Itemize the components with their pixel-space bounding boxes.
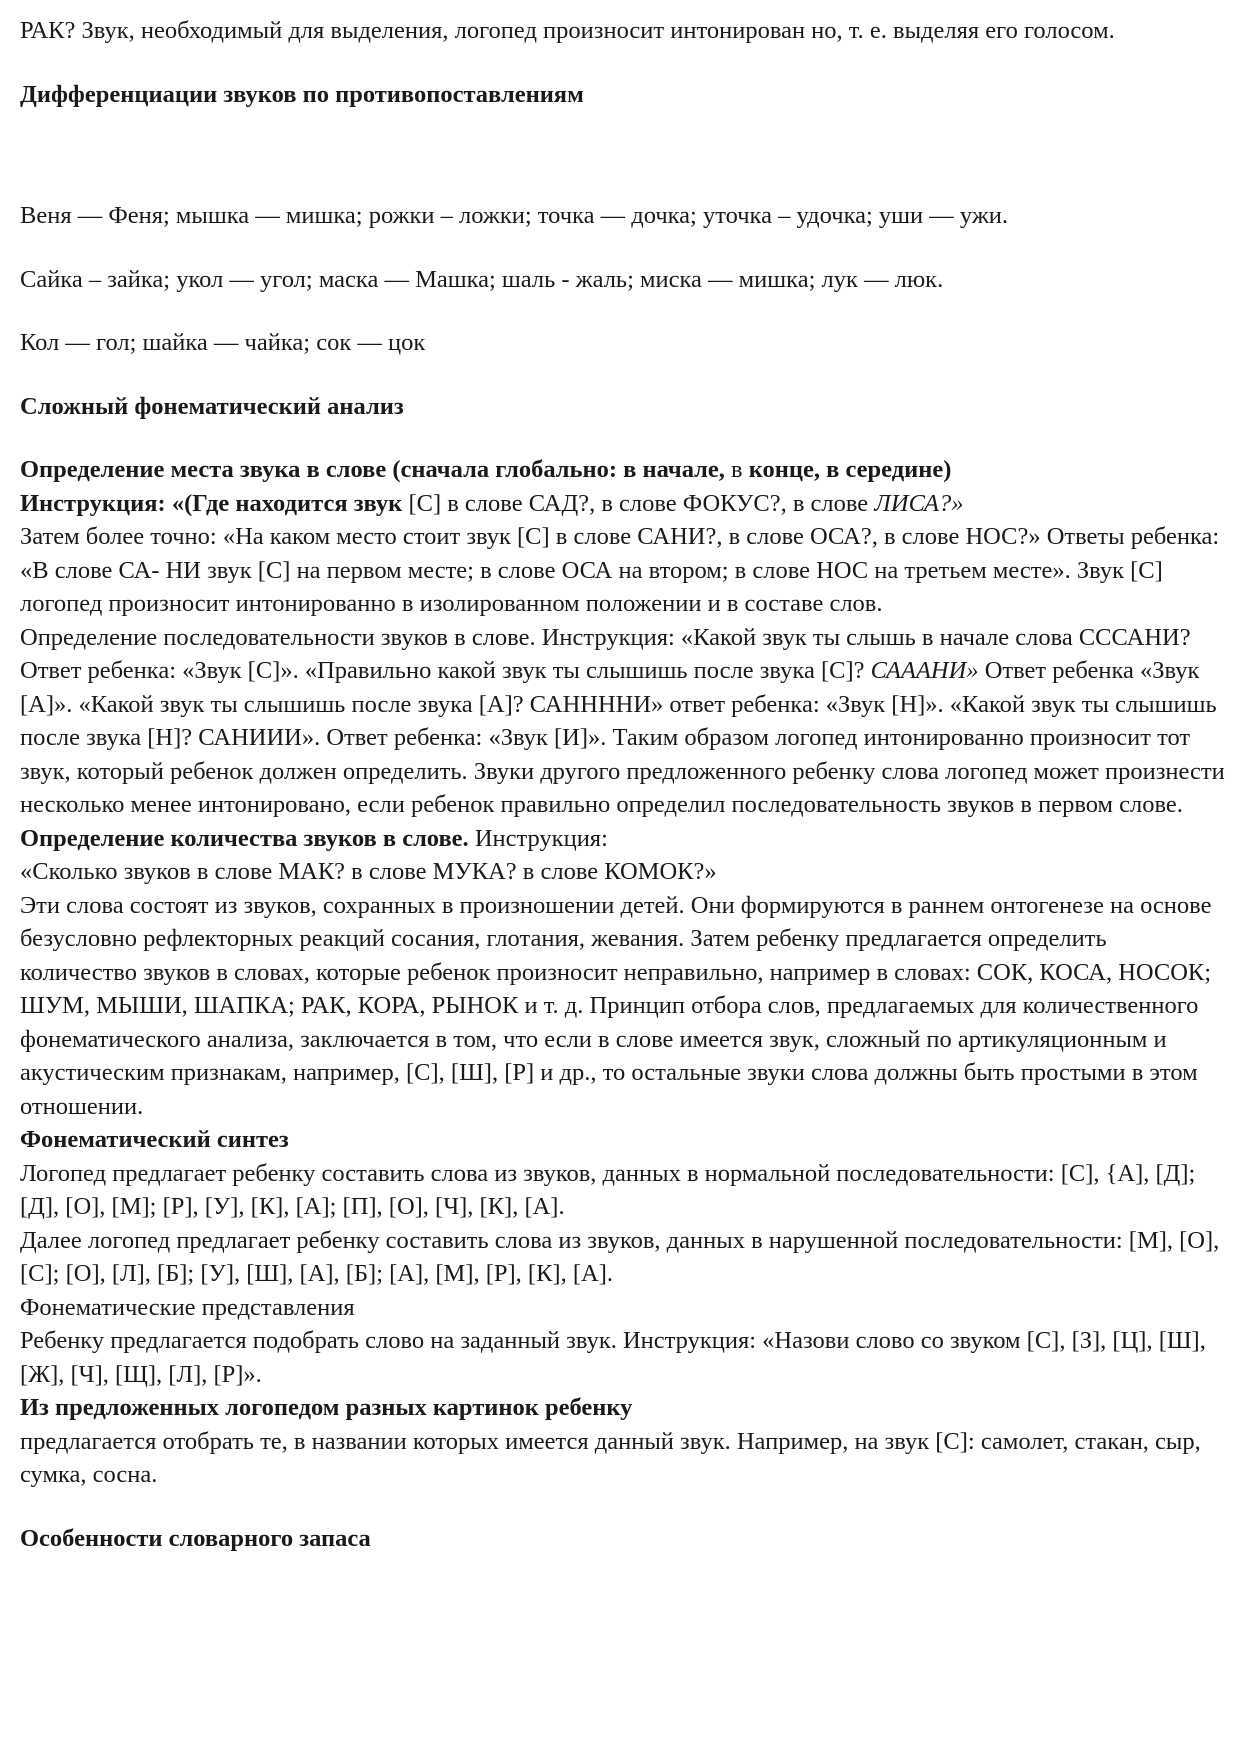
place-paragraph: Затем более точно: «На каком место стоит звук [С] в слове САНИ?, в слове ОСА?, в слове НОС?» Ответы ребенка: «В слове СА- НИ звук [С] на первом месте; в слове ОСА на втором; в слове НОС на третьем месте». Звук [С] логопед произносит интонированно в изолированном положении и в составе слов. (20, 523, 1220, 617)
intro-paragraph: РАК? Звук, необходимый для выделения, логопед произносит интонирован но, т. е. выделяя его голосом. (20, 17, 1115, 44)
differentiation-heading: Дифференциации звуков по противопоставлениям (20, 80, 584, 108)
count-explanation: Эти слова состоят из звуков, сохранных в произношении детей. Они формируются в раннем онтогенезе на основе безусловно рефлекторных реакций сосания, глотания, жевания. Затем ребенку предлагается определить количество звуков в словах, которые ребенок произносит неправильно, например в словах: СОК, КОСА, НОСОК; ШУМ, МЫШИ, ШАПКА; РАК, КОРА, РЫНОК и т. д. Принцип отбора слов, предлагаемых для количественного фонематического анализа, заключается в том, что если в слове имеется звук, сложный по артикуляционным и акустическим признакам, например, [С], [Ш], [Р] и др., то остальные звуки слова должны быть простыми в этом отношении. (20, 891, 1212, 1120)
count-question: «Сколько звуков в слове МАК? в слове МУКА? в слове КОМОК?» (20, 858, 717, 885)
sequence-part-2: Ответ ребенка «Звук [А]». «Какой звук ты слышишь после звука [А]? САННННИ» ответ ребенка: «Звук [Н]». «Какой звук ты слышишь после звука [Н]? САНИИИ». Ответ ребенка: «Звук [И]». Таким образом логопед интонированно произносит тот звук, который ребенок должен определить. Звуки другого предложенного ребенку слова логопед может произнести несколько менее интонировано, если ребенок правильно определил последовательность звуков в первом слове. (20, 657, 1225, 818)
place-heading-end: конце, в середине) (748, 456, 952, 483)
representations-bold-line: Из предложенных логопедом разных картинок ребенку (20, 1394, 633, 1421)
place-heading-v: в (724, 456, 749, 483)
pair-line-2: Сайка – зайка; укол — угол; маска — Машка; шаль - жаль; миска — мишка; лук — люк. (20, 265, 944, 293)
place-instruction-text: [С] в слове САД?, в слове ФОКУС?, в слове (402, 489, 875, 517)
count-heading (20, 822, 1225, 856)
sequence-part-1: Определение последовательности звуков в слове. Инструкция: «Какой звук ты слышь в начале слова СССАНИ? Ответ ребенка: «Звук [С]». «Правильно какой звук ты слышишь после звука [С]? (20, 623, 1191, 684)
complex-analysis-heading: Сложный фонематический анализ (20, 392, 404, 420)
place-heading-bold: Определение места звука в слове (сначала глобально: в начале, (20, 456, 725, 483)
place-instruction (20, 487, 1225, 521)
representations-paragraph-1: Ребенку предлагается подобрать слово на заданный звук. Инструкция: «Назови слово со звуком [С], [З], [Ц], [Ш], [Ж], [Ч], [Щ], [Л], [Р]». (20, 1327, 1206, 1388)
pair-line-1: Веня — Феня; мышка — мишка; рожки – ложки; точка — дочка; уточка – удочка; уши — ужи. (20, 202, 1008, 229)
vocabulary-heading: Особенности словарного запаса (20, 1524, 371, 1552)
synthesis-paragraph-1: Логопед предлагает ребенку составить слова из звуков, данных в нормальной последовательности: [С], {А], [Д]; [Д], [О], [М]; [Р], [У], [К], [А]; [П], [О], [Ч], [К], [А]. (20, 1159, 1196, 1220)
place-instruction-italic: ЛИСА?» (874, 489, 964, 517)
pair-line-3: Кол — гол; шайка — чайка; сок — цок (20, 329, 426, 356)
count-heading-bold: Определение количества звуков в слове. (20, 824, 469, 852)
sequence-italic: СААAНИ» (870, 657, 979, 684)
place-instruction-bold: Инструкция: «(Где находится звук (20, 489, 403, 517)
sequence-paragraph (20, 621, 1225, 822)
synthesis-paragraph-2: Далее логопед предлагает ребенку составить слова из звуков, данных в нарушенной последовательности: [М], [О], [С]; [О], [Л], [Б]; [У], [Ш], [А], [Б]; [А], [М], [Р], [К], [А]. (20, 1226, 1220, 1287)
count-heading-text: Инструкция: (468, 824, 608, 852)
representations-paragraph-2: предлагается отобрать те, в названии которых имеется данный звук. Например, на звук [С]: самолет, стакан, сыр, сумка, сосна. (20, 1427, 1201, 1488)
synthesis-heading: Фонематический синтез (20, 1126, 289, 1153)
place-heading (20, 453, 1225, 487)
representations-heading: Фонематические представления (20, 1293, 355, 1321)
document-page (20, 14, 1225, 1555)
